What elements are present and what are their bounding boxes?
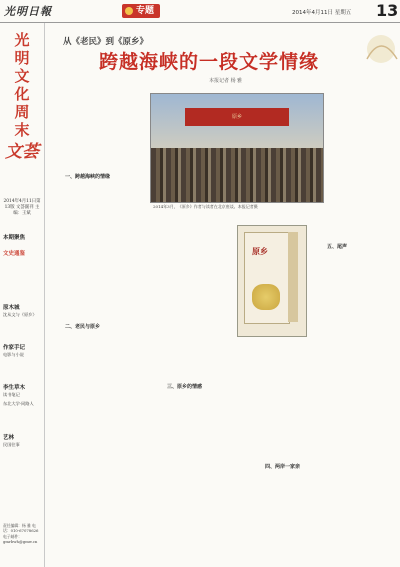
photo-caption: 2014年3月，《原乡》作者与读者在北京座谈。本报记者摄 — [153, 204, 258, 209]
this-issue-heading: 本期聚焦 — [3, 235, 26, 241]
title-char: 化 — [14, 85, 30, 103]
decoration-icon — [347, 29, 400, 69]
photo-banner: 原乡 — [185, 108, 289, 126]
section-label: 专题 — [122, 4, 160, 18]
item-heading: 李生草木 — [3, 385, 26, 391]
title-char: 末 — [14, 121, 30, 139]
item-heading: 作家手记 — [3, 345, 26, 351]
section-subhead: 一、跨越海峡的情缘 — [65, 174, 111, 180]
item-line: 民国往事 — [3, 442, 20, 447]
book-spine — [288, 232, 298, 322]
item-line: 电影与小说 — [3, 352, 24, 357]
book-image — [237, 225, 307, 337]
item-line: 沈从文与《原乡》 — [3, 312, 37, 317]
column-subtitle: 文荟 — [5, 142, 39, 162]
book-title: 原乡 — [252, 246, 268, 256]
item-line: 东北大学·同路人 — [3, 401, 34, 406]
article-headline: 跨越海峡的一段文学情缘 — [99, 51, 320, 73]
issue-info: 2014年4月11日第13版 文荟副刊 主编：王斌 — [3, 199, 41, 216]
title-char: 光 — [14, 31, 30, 49]
section-subhead: 四、两岸一家亲 — [265, 464, 301, 470]
section-dot-icon — [125, 7, 133, 15]
section-heading: 文史通鉴 — [3, 251, 26, 257]
title-char: 周 — [14, 103, 30, 121]
dateline: 2014年4月11日 星期五 — [292, 10, 352, 16]
book-illustration — [252, 284, 280, 310]
column-title — [4, 31, 40, 161]
title-char: 文 — [14, 67, 30, 85]
article — [47, 23, 400, 567]
photo-crowd — [151, 148, 323, 202]
title-char: 明 — [14, 49, 30, 67]
section-subhead: 二、老民与原乡 — [65, 324, 101, 330]
page-number: 13 — [376, 1, 399, 20]
item-heading: 原木城 — [3, 305, 20, 311]
masthead: 光明日報 — [4, 5, 52, 18]
item-line: 读书笔记 — [3, 392, 20, 397]
article-photo — [150, 93, 324, 203]
article-kicker: 从《老民》到《原乡》 — [63, 37, 149, 47]
item-heading: 艺林 — [3, 435, 15, 441]
section-subhead: 三、原乡的情感 — [167, 384, 203, 390]
section-subhead: 五、尾声 — [327, 244, 348, 250]
page-header — [0, 0, 400, 23]
byline: 本报记者 杨 雅 — [209, 78, 243, 84]
left-column — [0, 23, 45, 567]
editor-footer: 责任编辑：杨 雅 电话：010-67078626 电子邮件：gmrbwh@gmw.cn — [3, 523, 39, 545]
